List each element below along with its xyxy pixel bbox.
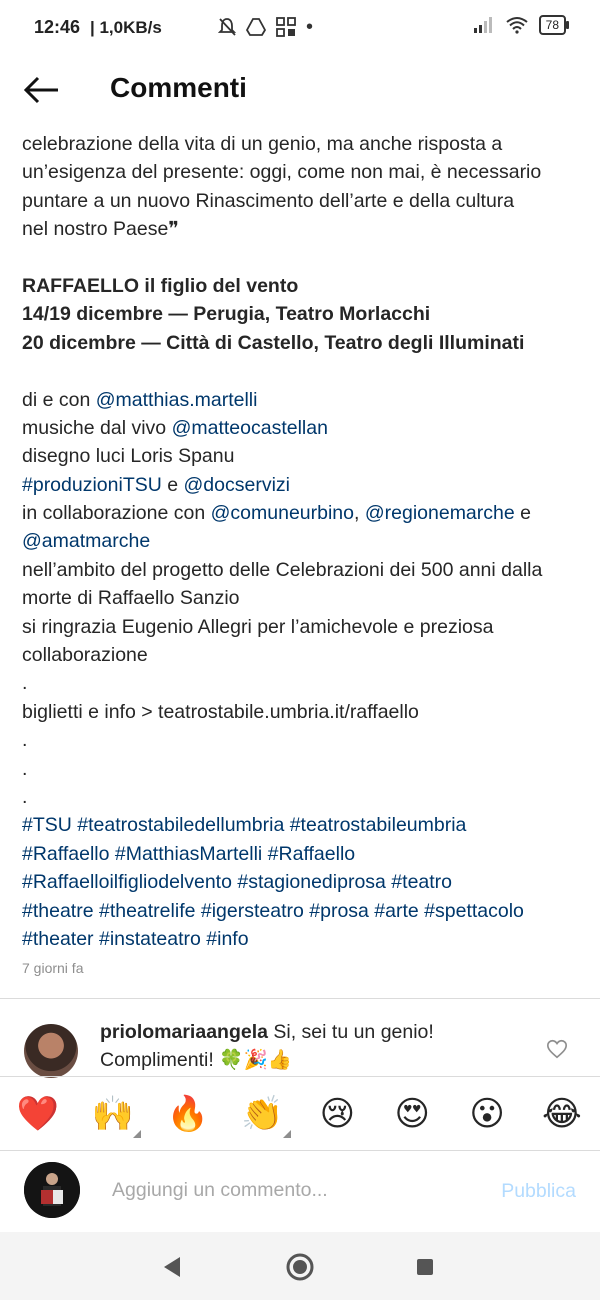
notification-icons: [218, 16, 313, 38]
comment-input[interactable]: [110, 1178, 474, 1203]
reaction-clap[interactable]: [241, 1092, 285, 1136]
nav-back-icon[interactable]: [156, 1250, 190, 1284]
mention-link[interactable]: @matthias.martelli: [95, 388, 258, 411]
like-heart-icon[interactable]: [546, 1038, 568, 1060]
back-arrow-icon[interactable]: [22, 70, 62, 110]
battery-indicator: 78: [539, 15, 566, 35]
dot-separator: .: [22, 672, 28, 695]
spacer: [22, 357, 582, 385]
reaction-heart[interactable]: ❤️: [16, 1095, 60, 1133]
divider: [0, 1150, 600, 1151]
divider: [0, 1076, 600, 1077]
credit-line: si ringrazia Eugenio Allegri per l’amichevole e preziosa: [22, 615, 494, 638]
status-bar: [0, 0, 600, 56]
comment-username[interactable]: priolomariaangela: [100, 1021, 268, 1043]
status-time: 12:46: [34, 17, 81, 37]
show-date-perugia: 14/19 dicembre — Perugia, Teatro Morlacchi: [22, 303, 431, 326]
credit-line: [22, 499, 582, 527]
reaction-laughing[interactable]: 😂: [542, 1095, 582, 1133]
credit-line: disegno luci Loris Spanu: [22, 445, 235, 468]
nav-recents-icon[interactable]: [408, 1250, 442, 1284]
quick-reactions-bar: [0, 1078, 600, 1150]
dot-icon: •: [306, 16, 314, 38]
credit-text: e: [514, 502, 531, 525]
publish-button[interactable]: Pubblica: [501, 1180, 576, 1202]
comment-text-line2: Complimenti! 🍀🎉👍: [100, 1049, 293, 1071]
accordion-player-picture: [24, 1162, 80, 1218]
credit-line: nell’ambito del progetto delle Celebrazioni dei 500 anni dalla: [22, 558, 543, 581]
header: [0, 56, 600, 126]
caption-line: un’esigenza del presente: oggi, come non mai, è necessario: [22, 161, 542, 184]
credit-text: musiche dal vivo: [22, 416, 172, 439]
divider: [0, 998, 600, 999]
caption-line: celebrazione della vita di un genio, ma anche risposta a: [22, 133, 503, 155]
signal-icon: [473, 16, 495, 34]
hashtag-line[interactable]: #TSU #teatrostabiledellumbria #teatrostabileumbria: [22, 814, 467, 837]
spacer: [22, 244, 582, 272]
comment-text: Si, sei tu un genio!: [267, 1021, 434, 1043]
hashtag-line[interactable]: #Raffaelloilfigliodelvento #stagionediprosa #teatro: [22, 871, 453, 894]
reaction-crying[interactable]: 😢: [319, 1095, 356, 1133]
mention-link[interactable]: @comuneurbino: [210, 502, 354, 525]
system-nav-bar: [0, 1232, 600, 1300]
nav-home-icon[interactable]: [283, 1250, 317, 1284]
page-title: Commenti: [110, 72, 247, 103]
caption-line: puntare a un nuovo Rinascimento dell’arte e della cultura: [22, 189, 515, 212]
mention-link[interactable]: @amatmarche: [22, 530, 151, 553]
credit-line: morte di Raffaello Sanzio: [22, 587, 240, 610]
tickets-line: biglietti e info > teatrostabile.umbria.it/raffaello: [22, 700, 419, 723]
bell-muted-icon: [218, 17, 236, 37]
dot-separator: .: [22, 785, 28, 808]
credit-line: [22, 471, 582, 499]
post-timestamp: 7 giorni fa: [22, 960, 84, 976]
post-caption: [22, 130, 582, 953]
credit-text: in collaborazione con: [22, 502, 211, 525]
credit-line: collaborazione: [22, 644, 148, 667]
credit-text: e: [161, 473, 184, 496]
hashtag-line[interactable]: #theatre #theatrelife #igersteatro #prosa #arte #spettacolo: [22, 899, 524, 922]
show-title: RAFFAELLO il figlio del vento: [22, 274, 299, 297]
mention-link[interactable]: @docservizi: [183, 473, 291, 496]
comment-body: [100, 1018, 540, 1074]
credit-line: [22, 527, 582, 555]
dot-separator: .: [22, 757, 28, 780]
grid-app-icon: [276, 17, 296, 37]
hashtag-line[interactable]: #Raffaello #MatthiasMartelli #Raffaello: [22, 842, 356, 865]
comment-item: [0, 1012, 600, 1076]
reaction-emoji: 🙌: [91, 1095, 135, 1133]
user-avatar: [24, 1162, 80, 1218]
drive-icon: [246, 18, 266, 36]
hashtag-link[interactable]: #produzioniTSU: [22, 473, 162, 496]
credit-line: [22, 414, 582, 442]
reaction-heart-eyes[interactable]: 😍: [394, 1095, 430, 1133]
wifi-icon: [505, 16, 529, 34]
reaction-raised-hands[interactable]: [91, 1092, 135, 1136]
caption-line: nel nostro Paese❞: [22, 218, 179, 241]
status-right: [473, 15, 566, 35]
reaction-surprised[interactable]: 😮: [469, 1095, 505, 1133]
commenter-avatar[interactable]: [24, 1024, 78, 1078]
show-date-castello: 20 dicembre — Città di Castello, Teatro degli Illuminati: [22, 331, 525, 354]
mention-link[interactable]: @matteocastellan: [171, 416, 328, 439]
credit-text: di e con: [22, 388, 96, 411]
add-comment-bar: [0, 1152, 600, 1230]
reaction-emoji: 👏: [241, 1095, 284, 1133]
mention-link[interactable]: @regionemarche: [364, 502, 515, 525]
credit-line: [22, 386, 582, 414]
skin-tone-indicator-icon: [133, 1130, 141, 1138]
network-speed: | 1,0KB/s: [90, 18, 162, 37]
credit-text: ,: [354, 502, 365, 525]
skin-tone-indicator-icon: [283, 1130, 291, 1138]
hashtag-line[interactable]: #theater #instateatro #info: [22, 927, 249, 950]
dot-separator: .: [22, 729, 28, 752]
reaction-fire[interactable]: 🔥: [166, 1095, 209, 1133]
